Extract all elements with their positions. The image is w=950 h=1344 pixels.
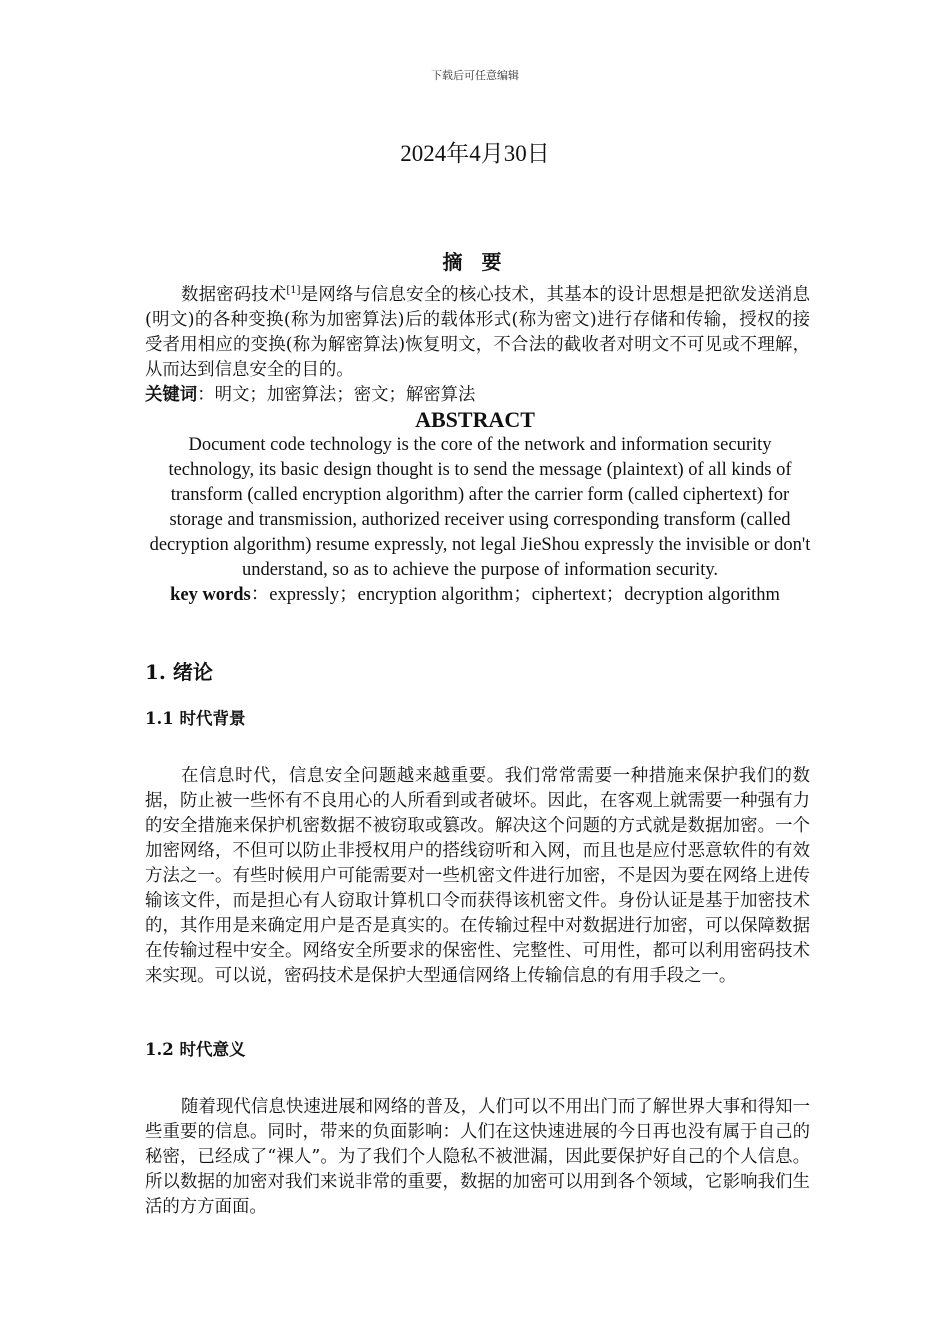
subsection-heading-significance: 1.2 时代意义 — [145, 1040, 246, 1059]
citation-ref: [1] — [286, 285, 301, 297]
document-date: 2024年4月30日 — [400, 141, 550, 166]
abstract-body-pre: 数据密码技术 — [181, 285, 287, 305]
abstract-en-title: ABSTRACT — [415, 407, 535, 432]
significance-paragraph: 随着现代信息快速进展和网络的普及，人们可以不用出门而了解世界大事和得知一些重要的信息。同时，带来的负面影响：人们在这快速进展的今日再也没有属于自己的秘密，已经成了“裸人”。为了我们个人隐私不被泄漏，因此要保护好自己的个人信息。所以数据的加密对我们来说非常的重要，数据的加密可以用到各个领域，它影响我们生活的方方面面。 — [145, 1097, 810, 1217]
abstract-title: 摘 要 — [442, 250, 508, 274]
background-paragraph: 在信息时代，信息安全问题越来越重要。我们常常需要一种措施来保护我们的数据，防止被一些怀有不良用心的人所看到或者破坏。因此，在客观上就需要一种强有力的安全措施来保护机密数据不被窃取或篡改。解决这个问题的方式就是数据加密。一个加密网络，不但可以防止非授权用户的搭线窃听和入网，而且也是应付恶意软件的有效方法之一。有些时候用户可能需要对一些机密文件进行加密，不是因为要在网络上进传输该文件，而是担心有人窃取计算机口令而获得该机密文件。身份认证是基于加密技术的，其作用是来确定用户是否是真实的。在传输过程中对数据进行加密，可以保障数据在传输过程中安全。网络安全所要求的保密性、完整性、可用性，都可以利用密码技术来实现。可以说，密码技术是保护大型通信网络上传输信息的有用手段之一。 — [145, 766, 810, 986]
keywords-en-label: key words — [170, 585, 251, 605]
keywords-en-list: ：expressly；encryption algorithm；ciphertext；decryption algorithm — [250, 585, 780, 605]
keywords-list: ：明文；加密算法；密文；解密算法 — [197, 385, 476, 405]
abstract-en-keywords — [145, 583, 805, 608]
page-header: 下载后可任意编辑 — [431, 69, 519, 82]
abstract-body — [145, 283, 810, 383]
abstract-en-body: Document code technology is the core of the network and information security technology, its basic design thought is to send the message (plaintext) of all kinds of transform (called encryption algorithm) after the carrier form (called ciphertext) for storage and transmission, authorized receiver using corresponding transform (called decryption algorithm) resume expressly, not legal JieShou expressly the invisible or don't understand, so as to achieve the purpose of information security. — [149, 435, 811, 580]
subsection-heading-background: 1.1 时代背景 — [145, 709, 246, 728]
keywords-label: 关键词 — [145, 385, 198, 405]
abstract-body-post: 是网络与信息安全的核心技术，其基本的设计思想是把欲发送消息(明文)的各种变换(称为加密算法)后的载体形式(称为密文)进行存储和传输，授权的接受者用相应的变换(称为解密算法)恢复明文，不合法的截收者对明文不可见或不理解，从而达到信息安全的目的。 — [145, 285, 810, 380]
section-heading: 1. 绪论 — [145, 660, 213, 684]
abstract-keywords — [145, 383, 475, 408]
